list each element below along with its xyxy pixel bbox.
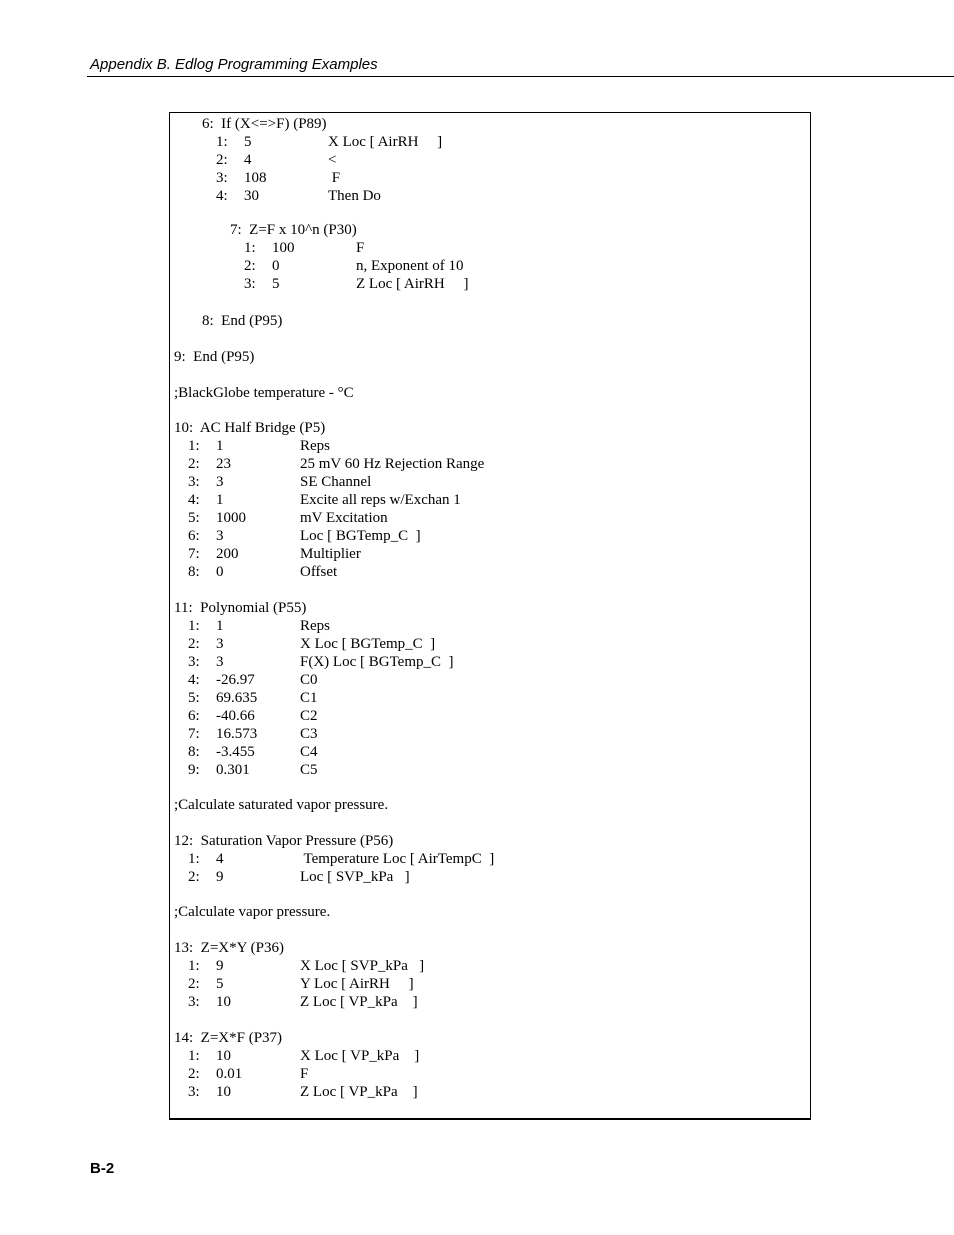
instruction-title: 12: Saturation Vapor Pressure (P56) xyxy=(174,833,394,849)
instruction-title: 8: End (P95) xyxy=(202,313,283,329)
parameter-description: Multiplier xyxy=(300,546,361,562)
parameter-value: 5 xyxy=(216,976,224,992)
parameter-description: F(X) Loc [ BGTemp_C ] xyxy=(300,654,454,670)
parameter-number: 4: xyxy=(216,188,228,204)
parameter-value: 0.301 xyxy=(216,762,250,778)
parameter-value: 5 xyxy=(272,276,280,292)
parameter-value: 1 xyxy=(216,492,224,508)
parameter-description: C5 xyxy=(300,762,318,778)
parameter-number: 2: xyxy=(188,869,200,885)
parameter-value: 4 xyxy=(216,851,224,867)
parameter-row xyxy=(0,617,954,635)
parameter-description: Z Loc [ AirRH ] xyxy=(356,276,469,292)
parameter-value: 10 xyxy=(216,1084,231,1100)
parameter-row xyxy=(0,455,954,473)
parameter-value: 30 xyxy=(244,188,259,204)
parameter-row xyxy=(0,707,954,725)
instruction-title: 11: Polynomial (P55) xyxy=(174,600,307,616)
parameter-description: Reps xyxy=(300,618,330,634)
parameter-description: Loc [ SVP_kPa ] xyxy=(300,869,410,885)
parameter-description: C4 xyxy=(300,744,318,760)
parameter-number: 7: xyxy=(188,726,200,742)
instruction-title: 13: Z=X*Y (P36) xyxy=(174,940,284,956)
parameter-number: 4: xyxy=(188,672,200,688)
parameter-description: Reps xyxy=(300,438,330,454)
parameter-row xyxy=(0,1083,954,1101)
parameter-description: Temperature Loc [ AirTempC ] xyxy=(300,851,495,867)
parameter-row xyxy=(0,239,954,257)
parameter-number: 3: xyxy=(188,994,200,1010)
parameter-description: Excite all reps w/Exchan 1 xyxy=(300,492,461,508)
parameter-number: 1: xyxy=(188,851,200,867)
parameter-row xyxy=(0,563,954,581)
parameter-row xyxy=(0,491,954,509)
parameter-number: 8: xyxy=(188,564,200,580)
parameter-row xyxy=(0,975,954,993)
parameter-number: 1: xyxy=(216,134,228,150)
parameter-description: C2 xyxy=(300,708,318,724)
parameter-value: 3 xyxy=(216,654,224,670)
parameter-number: 4: xyxy=(188,492,200,508)
parameter-row xyxy=(0,133,954,151)
parameter-number: 1: xyxy=(188,1048,200,1064)
parameter-value: 108 xyxy=(244,170,267,186)
parameter-number: 6: xyxy=(188,708,200,724)
parameter-number: 2: xyxy=(216,152,228,168)
parameter-row xyxy=(0,187,954,205)
parameter-row xyxy=(0,635,954,653)
parameter-description: Y Loc [ AirRH ] xyxy=(300,976,414,992)
parameter-row xyxy=(0,850,954,868)
parameter-number: 8: xyxy=(188,744,200,760)
parameter-row xyxy=(0,743,954,761)
parameter-row xyxy=(0,169,954,187)
parameter-value: 200 xyxy=(216,546,239,562)
parameter-description: Z Loc [ VP_kPa ] xyxy=(300,994,418,1010)
parameter-description: mV Excitation xyxy=(300,510,388,526)
parameter-description: Offset xyxy=(300,564,338,580)
comment-line: ;Calculate saturated vapor pressure. xyxy=(174,797,389,813)
comment-line: ;BlackGlobe temperature - °C xyxy=(174,385,354,401)
parameter-row xyxy=(0,653,954,671)
parameter-number: 2: xyxy=(244,258,256,274)
parameter-value: 10 xyxy=(216,1048,231,1064)
parameter-number: 2: xyxy=(188,976,200,992)
parameter-row xyxy=(0,275,954,293)
parameter-value: 4 xyxy=(244,152,252,168)
parameter-value: 1 xyxy=(216,438,224,454)
parameter-row xyxy=(0,957,954,975)
parameter-number: 3: xyxy=(188,474,200,490)
parameter-number: 3: xyxy=(188,1084,200,1100)
parameter-value: 3 xyxy=(216,636,224,652)
parameter-description: C3 xyxy=(300,726,318,742)
instruction-title: 10: AC Half Bridge (P5) xyxy=(174,420,326,436)
page-header-title: Appendix B. Edlog Programming Examples xyxy=(90,56,378,73)
parameter-number: 2: xyxy=(188,636,200,652)
parameter-value: -40.66 xyxy=(216,708,255,724)
parameter-description: X Loc [ SVP_kPa ] xyxy=(300,958,425,974)
parameter-description: F xyxy=(328,170,341,186)
parameter-description: Loc [ BGTemp_C ] xyxy=(300,528,421,544)
parameter-value: 0 xyxy=(272,258,280,274)
parameter-row xyxy=(0,527,954,545)
instruction-title: 9: End (P95) xyxy=(174,349,255,365)
parameter-number: 7: xyxy=(188,546,200,562)
parameter-value: 0.01 xyxy=(216,1066,243,1082)
parameter-number: 6: xyxy=(188,528,200,544)
parameter-value: 0 xyxy=(216,564,224,580)
header-rule xyxy=(87,76,954,77)
parameter-value: 9 xyxy=(216,869,224,885)
parameter-description: 25 mV 60 Hz Rejection Range xyxy=(300,456,485,472)
parameter-number: 2: xyxy=(188,1066,200,1082)
parameter-value: 69.635 xyxy=(216,690,258,706)
parameter-number: 5: xyxy=(188,510,200,526)
parameter-value: 1 xyxy=(216,618,224,634)
parameter-description: X Loc [ VP_kPa ] xyxy=(300,1048,420,1064)
parameter-number: 1: xyxy=(188,958,200,974)
parameter-value: -26.97 xyxy=(216,672,255,688)
parameter-description: Z Loc [ VP_kPa ] xyxy=(300,1084,418,1100)
parameter-value: 3 xyxy=(216,474,224,490)
parameter-row xyxy=(0,868,954,886)
parameter-value: 5 xyxy=(244,134,252,150)
parameter-description: F xyxy=(300,1066,309,1082)
parameter-value: -3.455 xyxy=(216,744,255,760)
parameter-number: 2: xyxy=(188,456,200,472)
parameter-row xyxy=(0,151,954,169)
parameter-value: 16.573 xyxy=(216,726,258,742)
parameter-number: 1: xyxy=(188,438,200,454)
parameter-number: 3: xyxy=(188,654,200,670)
parameter-row xyxy=(0,761,954,779)
instruction-title: 6: If (X<=>F) (P89) xyxy=(202,116,327,132)
parameter-row xyxy=(0,257,954,275)
parameter-row xyxy=(0,671,954,689)
parameter-row xyxy=(0,725,954,743)
parameter-number: 5: xyxy=(188,690,200,706)
parameter-value: 1000 xyxy=(216,510,246,526)
parameter-row xyxy=(0,473,954,491)
parameter-row xyxy=(0,1047,954,1065)
parameter-description: C0 xyxy=(300,672,318,688)
parameter-value: 10 xyxy=(216,994,231,1010)
parameter-description: X Loc [ BGTemp_C ] xyxy=(300,636,436,652)
instruction-title: 7: Z=F x 10^n (P30) xyxy=(230,222,357,238)
parameter-number: 1: xyxy=(244,240,256,256)
comment-line: ;Calculate vapor pressure. xyxy=(174,904,331,920)
parameter-value: 3 xyxy=(216,528,224,544)
parameter-description: < xyxy=(328,152,337,168)
parameter-description: X Loc [ AirRH ] xyxy=(328,134,443,150)
parameter-description: n, Exponent of 10 xyxy=(356,258,464,274)
instruction-title: 14: Z=X*F (P37) xyxy=(174,1030,283,1046)
parameter-row xyxy=(0,545,954,563)
parameter-row xyxy=(0,1065,954,1083)
parameter-number: 9: xyxy=(188,762,200,778)
parameter-number: 1: xyxy=(188,618,200,634)
parameter-row xyxy=(0,689,954,707)
parameter-description: SE Channel xyxy=(300,474,372,490)
page-number: B-2 xyxy=(90,1160,115,1177)
parameter-value: 100 xyxy=(272,240,295,256)
parameter-row xyxy=(0,993,954,1011)
parameter-description: Then Do xyxy=(328,188,381,204)
parameter-row xyxy=(0,437,954,455)
parameter-value: 9 xyxy=(216,958,224,974)
parameter-value: 23 xyxy=(216,456,231,472)
parameter-number: 3: xyxy=(216,170,228,186)
parameter-description: C1 xyxy=(300,690,318,706)
parameter-description: F xyxy=(356,240,365,256)
parameter-number: 3: xyxy=(244,276,256,292)
parameter-row xyxy=(0,509,954,527)
